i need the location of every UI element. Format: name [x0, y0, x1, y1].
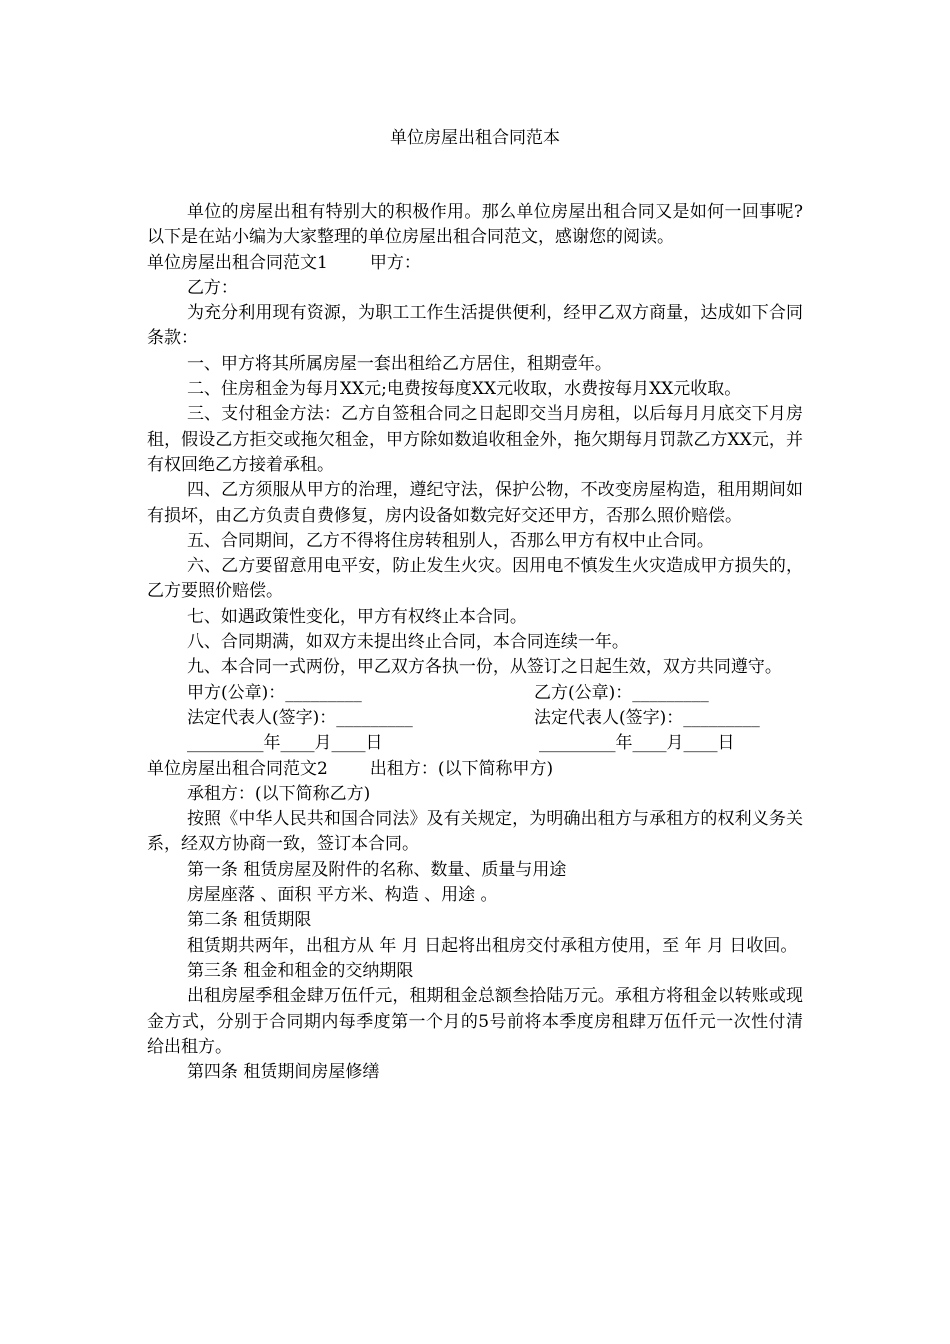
- sample1-party-a: 甲方：: [369, 252, 421, 273]
- article-3-title: 第三条 租金和租金的交纳期限: [186, 960, 414, 981]
- party-b-representative: 法定代表人(签字)：_________: [534, 707, 760, 728]
- sample1-party-b: 乙方：: [186, 277, 238, 298]
- party-a-date: _________年____月____日: [187, 733, 383, 754]
- article-2-title: 第二条 租赁期限: [186, 910, 312, 931]
- clause-9: 九、本合同一式两份，甲乙双方各执一份，从签订之日起生效，双方共同遵守。: [186, 657, 782, 678]
- clause-8: 八、合同期满，如双方未提出终止合同，本合同连续一年。: [186, 632, 629, 653]
- signature-rep-row: [147, 706, 803, 731]
- intro-paragraph: 单位的房屋出租有特别大的积极作用。那么单位房屋出租合同又是如何一回事呢?以下是在站小编为大家整理的单位房屋出租合同范文，感谢您的阅读。: [147, 202, 803, 248]
- sample2-heading: 单位房屋出租合同范文2: [147, 758, 328, 779]
- clause-1: 一、甲方将其所属房屋一套出租给乙方居住，租期壹年。: [186, 353, 612, 374]
- clause-7: 七、如遇政策性变化，甲方有权终止本合同。: [186, 606, 527, 627]
- party-b-date: _________年____月____日: [539, 733, 735, 754]
- party-a-seal: 甲方(公章)：_________: [187, 682, 362, 703]
- document-body: [147, 200, 803, 1085]
- article-1-body: 房屋座落 、面积 平方米、构造 、用途 。: [186, 885, 498, 906]
- party-a-representative: 法定代表人(签字)：_________: [187, 707, 413, 728]
- sample1-heading: 单位房屋出租合同范文1: [147, 252, 328, 273]
- sample2-lessee: 承租方：(以下简称乙方): [186, 783, 371, 804]
- article-4-title: 第四条 租赁期间房屋修缮: [186, 1062, 380, 1083]
- clause-6: 六、乙方要留意用电平安，防止发生火灾。因用电不慎发生火灾造成甲方损失的，乙方要照价赔偿。: [147, 556, 803, 602]
- article-3-body: 出租房屋季租金肆万伍仟元，租期租金总额叁拾陆万元。承租方将租金以转账或现金方式，分别于合同期内每季度第一个月的5号前将本季度房租肆万伍仟元一次性付清给出租方。: [147, 986, 803, 1057]
- clause-3: 三、支付租金方法：乙方自签租合同之日起即交当月房租，以后每月月底交下月房租，假设乙方拒交或拖欠租金，甲方除如数追收租金外，拖欠期每月罚款乙方XX元，并有权回绝乙方接着承租。: [147, 404, 803, 475]
- sample1-heading-line: [147, 251, 803, 276]
- sample2-lessor: 出租方：(以下简称甲方): [369, 758, 554, 779]
- document-title: 单位房屋出租合同范本: [390, 128, 560, 148]
- clause-4: 四、乙方须服从甲方的治理，遵纪守法，保护公物，不改变房屋构造，租用期间如有损坏，由乙方负责自费修复，房内设备如数完好交还甲方，否那么照价赔偿。: [147, 480, 803, 526]
- sample1-preamble: 为充分利用现有资源，为职工工作生活提供便利，经甲乙双方商量，达成如下合同条款：: [147, 303, 803, 349]
- party-b-seal: 乙方(公章)：_________: [534, 682, 709, 703]
- article-2-body: 租赁期共两年，出租方从 年 月 日起将出租房交付承租方使用，至 年 月 日收回。: [186, 935, 798, 956]
- clause-2: 二、住房租金为每月XX元;电费按每度XX元收取，水费按每月XX元收取。: [186, 379, 742, 400]
- sample2-preamble: 按照《中华人民共和国合同法》及有关规定，为明确出租方与承租方的权利义务关系，经双方协商一致，签订本合同。: [147, 809, 803, 855]
- signature-seal-row: [147, 681, 803, 706]
- sample2-heading-line: [147, 757, 803, 782]
- clause-5: 五、合同期间，乙方不得将住房转租别人，否那么甲方有权中止合同。: [186, 530, 714, 551]
- signature-date-row: [147, 731, 803, 756]
- article-1-title: 第一条 租赁房屋及附件的名称、数量、质量与用途: [186, 859, 567, 880]
